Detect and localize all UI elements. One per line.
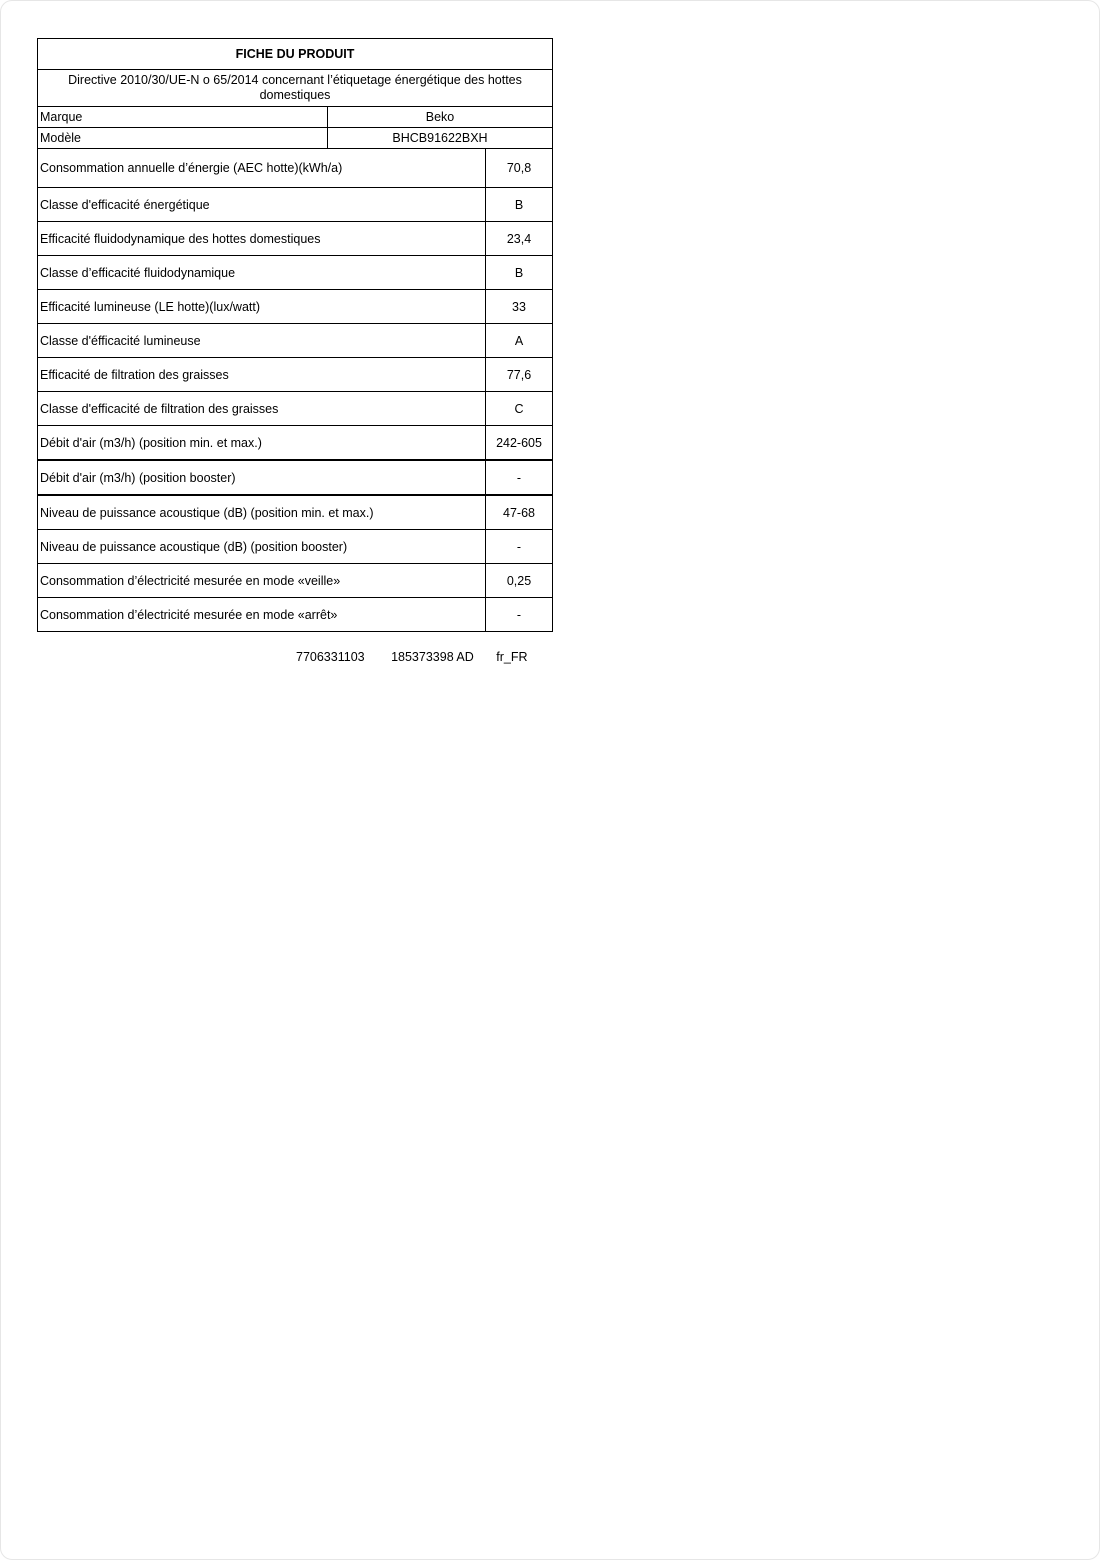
- spec-label: Classe d’efficacité fluidodynamique: [38, 256, 486, 290]
- spec-row: [38, 358, 553, 392]
- spec-row: [38, 564, 553, 598]
- spec-value: -: [486, 530, 553, 564]
- spec-value: 70,8: [486, 149, 553, 188]
- spec-label: Efficacité fluidodynamique des hottes domestiques: [38, 222, 486, 256]
- sheet-title: FICHE DU PRODUIT: [38, 39, 553, 70]
- spec-row: [38, 222, 553, 256]
- spec-label: Consommation annuelle d’énergie (AEC hotte)(kWh/a): [38, 149, 486, 188]
- footer-code-1: 7706331103: [296, 650, 365, 664]
- spec-label: Consommation d’électricité mesurée en mode «veille»: [38, 564, 486, 598]
- spec-value: 23,4: [486, 222, 553, 256]
- spec-row: [38, 460, 553, 495]
- spec-label: Consommation d’électricité mesurée en mode «arrêt»: [38, 598, 486, 632]
- info-label: Marque: [38, 107, 328, 128]
- spec-label: Classe d'efficacité de filtration des graisses: [38, 392, 486, 426]
- product-fiche-table: [37, 38, 553, 632]
- spec-value: C: [486, 392, 553, 426]
- spec-value: B: [486, 188, 553, 222]
- spec-row: [38, 290, 553, 324]
- info-label: Modèle: [38, 128, 328, 149]
- footer-code-2: 185373398 AD: [391, 650, 474, 664]
- spec-label: Débit d'air (m3/h) (position booster): [38, 460, 486, 495]
- spec-label: Niveau de puissance acoustique (dB) (position min. et max.): [38, 495, 486, 530]
- spec-value: -: [486, 460, 553, 495]
- info-row-model: [38, 128, 553, 149]
- spec-label: Efficacité lumineuse (LE hotte)(lux/watt): [38, 290, 486, 324]
- spec-value: B: [486, 256, 553, 290]
- footer-locale: fr_FR: [496, 650, 528, 664]
- spec-label: Débit d'air (m3/h) (position min. et max.): [38, 426, 486, 461]
- spec-row: [38, 149, 553, 188]
- spec-value: 0,25: [486, 564, 553, 598]
- spec-row: [38, 324, 553, 358]
- spec-row: [38, 426, 553, 461]
- spec-value: 77,6: [486, 358, 553, 392]
- spec-label: Niveau de puissance acoustique (dB) (position booster): [38, 530, 486, 564]
- spec-row: [38, 530, 553, 564]
- spec-label: Efficacité de filtration des graisses: [38, 358, 486, 392]
- spec-value: -: [486, 598, 553, 632]
- spec-value: 47-68: [486, 495, 553, 530]
- spec-row: [38, 392, 553, 426]
- spec-row: [38, 256, 553, 290]
- spec-label: Classe d'efficacité énergétique: [38, 188, 486, 222]
- spec-value: A: [486, 324, 553, 358]
- spec-value: 33: [486, 290, 553, 324]
- spec-label: Classe d'éfficacité lumineuse: [38, 324, 486, 358]
- info-row-brand: [38, 107, 553, 128]
- info-value: BHCB91622BXH: [328, 128, 553, 149]
- spec-row: [38, 598, 553, 632]
- info-value: Beko: [328, 107, 553, 128]
- product-sheet: [37, 38, 552, 632]
- document-footer: [296, 650, 528, 664]
- spec-row: [38, 495, 553, 530]
- directive-text: Directive 2010/30/UE-N o 65/2014 concernant l’étiquetage énergétique des hottes domestiques: [38, 70, 553, 107]
- spec-row: [38, 188, 553, 222]
- spec-value: 242-605: [486, 426, 553, 461]
